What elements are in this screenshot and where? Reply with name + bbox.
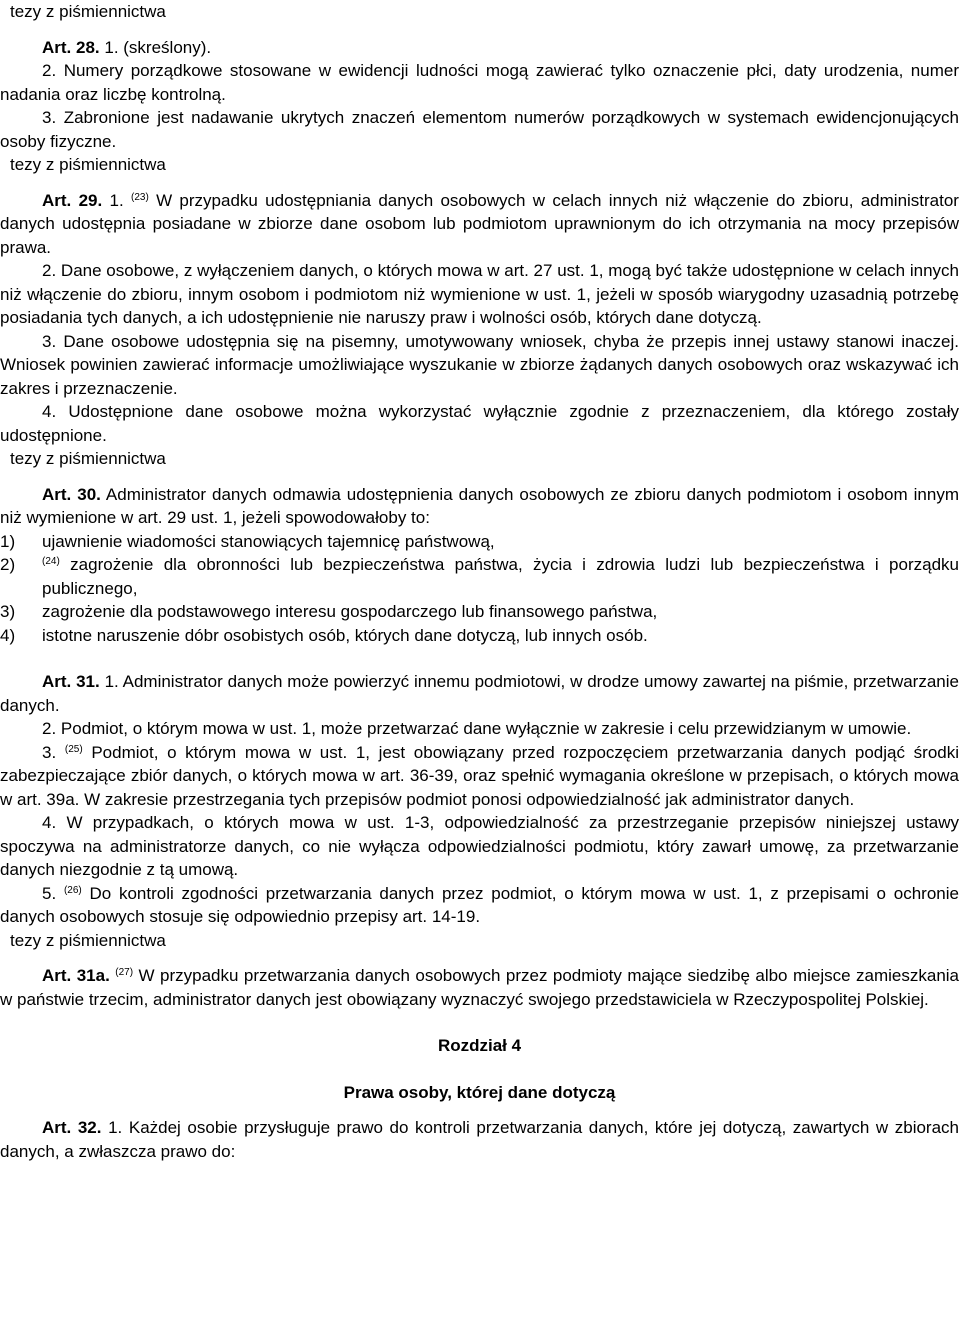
list-item-text: istotne naruszenie dóbr osobistych osób, których dane dotyczą, lub innych osób.	[42, 625, 648, 645]
article-29-paragraph-1	[0, 189, 959, 260]
article-28-p1-text: 1. (skreślony).	[104, 37, 212, 57]
article-31-paragraph-5	[0, 882, 959, 929]
list-item	[0, 553, 959, 600]
article-31a-label: Art. 31a.	[42, 966, 110, 985]
article-31-p5-number: 5.	[42, 883, 57, 903]
list-item	[0, 600, 959, 624]
footnote-ref: (26)	[63, 884, 82, 896]
article-29-p1-text: W przypadku udostępniania danych osobowych w celach innych niż włączenie do zbioru, administrator danych udostępnia posiadane w zbiorze dane osobom lub podmiotom uprawnionym do ich otrzymania na mocy przepisów prawa.	[0, 190, 959, 257]
article-30-points	[0, 530, 959, 648]
article-28-paragraph-1	[0, 36, 959, 60]
article-29-p1-number: 1.	[109, 190, 124, 210]
footnote-ref: (24)	[42, 556, 60, 567]
footnote-ref: (25)	[64, 743, 83, 755]
article-28-paragraph-2: 2. Numery porządkowe stosowane w ewidencji ludności mogą zawierać tylko oznaczenie płci, daty urodzenia, numer nadania oraz liczbę kontrolną.	[0, 61, 959, 104]
list-item-number: 1)	[0, 531, 16, 551]
article-29-paragraph-3: 3. Dane osobowe udostępnia się na pisemny, umotywowany wniosek, chyba że przepis innej ustawy stanowi inaczej. Wniosek powinien zawierać informacje umożliwiające wyszukanie w zbiorze żądanych danych osobowych oraz wskazywać ich zakres i przeznaczenie.	[0, 331, 959, 398]
section-separator: tezy z piśmiennictwa	[10, 2, 166, 21]
list-item-number: 4)	[0, 625, 16, 645]
list-item	[0, 530, 959, 554]
article-32-p1-text: 1. Każdej osobie przysługuje prawo do kontroli przetwarzania danych, które jej dotyczą, zawartych w zbiorach danych, a zwłaszcza prawo do:	[0, 1118, 959, 1161]
chapter-number: Rozdział 4	[437, 1036, 522, 1055]
list-item	[0, 624, 959, 648]
article-31-p3-text: Podmiot, o którym mowa w ust. 1, jest obowiązany przed rozpoczęciem przetwarzania danych podjąć środki zabezpieczające zbiór danych, o których mowa w art. 36-39, oraz spełnić wymagania określone w przepisach, o których mowa w art. 39a. W zakresie przestrzegania tych przepisów podmiot ponosi odpowiedzialność jak administrator danych.	[0, 742, 960, 809]
article-28-label: Art. 28.	[42, 37, 100, 57]
list-item-text: zagrożenie dla podstawowego interesu gospodarczego lub finansowego państwa,	[42, 602, 658, 621]
article-31-paragraph-3	[0, 741, 959, 812]
article-31a-paragraph	[0, 964, 959, 1011]
section-separator: tezy z piśmiennictwa	[10, 930, 166, 950]
article-29-paragraph-2: 2. Dane osobowe, z wyłączeniem danych, o których mowa w art. 27 ust. 1, mogą być także udostępnione w celach innych niż włączenie do zbioru, innym osobom i podmiotom niż wymienione w ust. 1, jeżeli w sposób wiarygodny uzasadnią potrzebę posiadania tych danych, a ich udostępnienie nie naruszy praw i wolności osób, których dane dotyczą.	[0, 261, 959, 327]
list-item-text: zagrożenie dla obronności lub bezpieczeństwa państwa, życia i zdrowia ludzi lub bezpieczeństwa i porządku publicznego,	[42, 555, 959, 598]
chapter-title: Prawa osoby, której dane dotyczą	[343, 1082, 616, 1102]
article-31-paragraph-1	[0, 670, 959, 717]
article-30-intro-text: Administrator danych odmawia udostępnienia danych osobowych ze zbioru danych podmiotom i osobom innym niż wymienione w art. 29 ust. 1, jeżeli spowodowałoby to:	[0, 484, 959, 527]
list-item-text: ujawnienie wiadomości stanowiących tajemnicę państwową,	[42, 531, 495, 551]
section-separator: tezy z piśmiennictwa	[10, 449, 166, 468]
article-28-paragraph-3: 3. Zabronione jest nadawanie ukrytych znaczeń elementom numerów porządkowych w systemach ewidencjonujących osoby fizyczne.	[0, 108, 959, 151]
article-31a-text: W przypadku przetwarzania danych osobowych przez podmioty mające siedzibę albo miejsce zamieszkania w państwie trzecim, administrator danych jest obowiązany wyznaczyć swojego przedstawiciela w Rzeczypospolitej Polskiej.	[0, 966, 960, 1009]
article-29-label: Art. 29.	[42, 190, 103, 210]
article-31-p1-text: 1. Administrator danych może powierzyć innemu podmiotowi, w drodze umowy zawartej na piśmie, przetwarzanie danych.	[0, 672, 959, 715]
list-item-number: 2)	[0, 555, 16, 574]
article-32-label: Art. 32.	[42, 1118, 102, 1137]
article-29-paragraph-4: 4. Udostępnione dane osobowe można wykorzystać wyłącznie zgodnie z przeznaczeniem, dla którego zostały udostępnione.	[0, 402, 959, 445]
article-31-paragraph-2: 2. Podmiot, o którym mowa w ust. 1, może przetwarzać dane wyłącznie w zakresie i celu przewidzianym w umowie.	[42, 719, 912, 738]
footnote-ref: (23)	[131, 191, 149, 203]
section-separator: tezy z piśmiennictwa	[10, 155, 166, 174]
article-32-paragraph-1	[0, 1116, 959, 1163]
article-30-intro	[0, 483, 959, 530]
article-31-label: Art. 31.	[42, 672, 100, 691]
article-31-paragraph-4: 4. W przypadkach, o których mowa w ust. 1-3, odpowiedzialność za przestrzeganie przepisów niniejszej ustawy spoczywa na administratorze danych, co nie wyłącza odpowiedzialności podmiotu, który zawarł umowę, za przetwarzanie danych niezgodnie z tą umową.	[0, 813, 959, 879]
article-30-label: Art. 30.	[42, 484, 101, 504]
footnote-ref: (27)	[115, 967, 134, 978]
article-31-p3-number: 3.	[42, 742, 57, 762]
list-item-number: 3)	[0, 602, 16, 621]
article-31-p5-text: Do kontroli zgodności przetwarzania danych przez podmiot, o którym mowa w ust. 1, z przepisami o ochronie danych osobowych stosuje się odpowiednio przepisy art. 14-19.	[0, 883, 959, 926]
